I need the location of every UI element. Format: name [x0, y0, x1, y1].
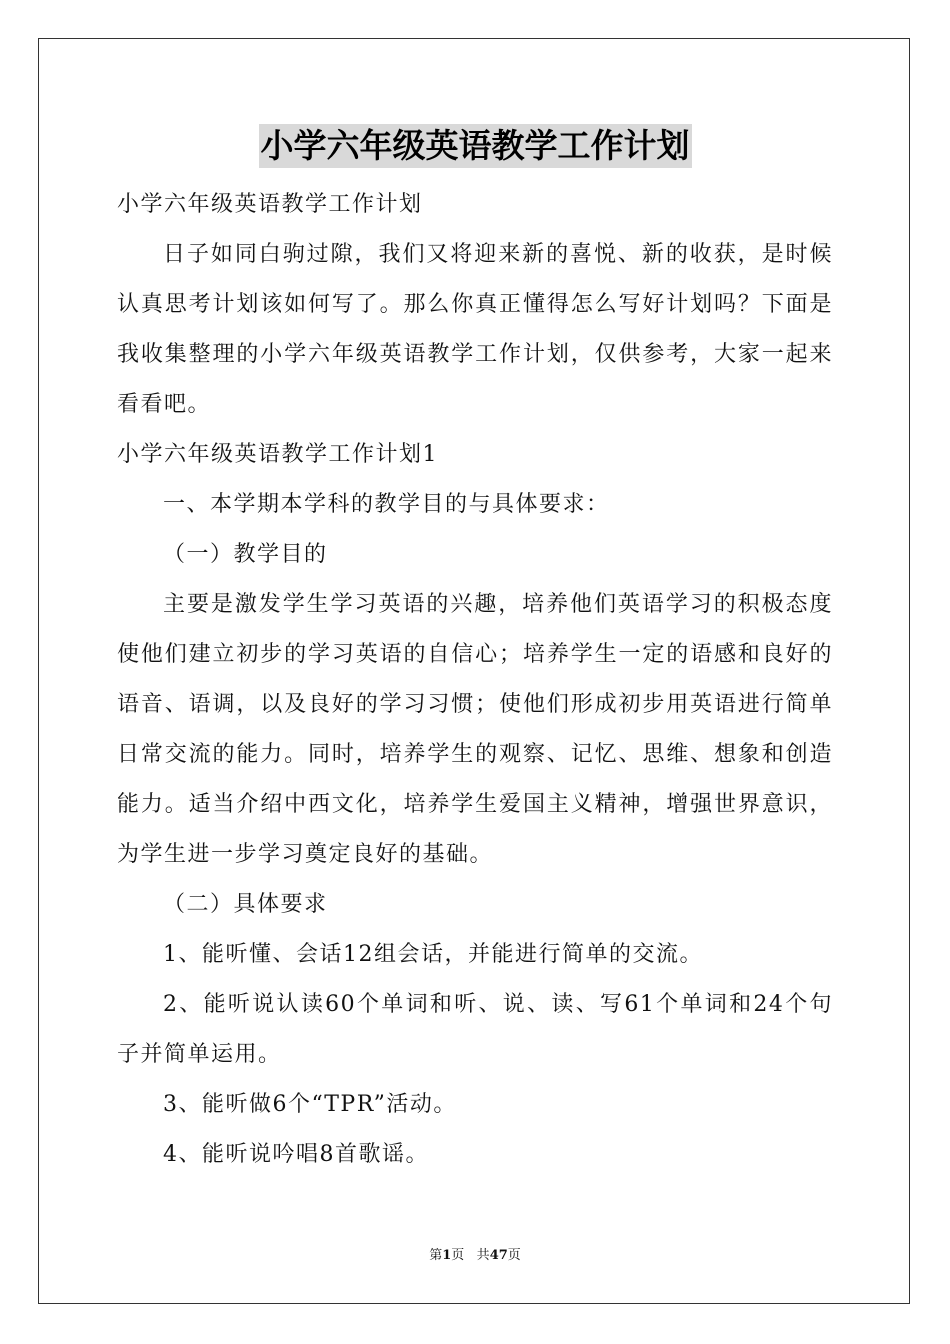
paragraph: 日子如同白驹过隙，我们又将迎来新的喜悦、新的收获，是时候认真思考计划该如何写了。那么你真正懂得怎么写好计划吗？下面是我收集整理的小学六年级英语教学工作计划，仅供参考，大家一起来看看吧。	[117, 242, 833, 417]
footer-prefix: 第	[429, 1248, 443, 1263]
list-item: 1、能听懂、会话12组会话，并能进行简单的交流。	[163, 942, 703, 967]
section-heading: 小学六年级英语教学工作计划1	[117, 442, 438, 467]
total-suffix: 页	[507, 1248, 521, 1263]
title-container	[0, 124, 950, 168]
total-prefix: 共	[476, 1248, 490, 1263]
total-pages: 47	[489, 1248, 508, 1263]
document-title: 小学六年级英语教学工作计划	[259, 124, 692, 168]
list-item: 3、能听做6个“TPR”活动。	[163, 1092, 457, 1117]
page-suffix: 页	[451, 1248, 465, 1263]
paragraph: 主要是激发学生学习英语的兴趣，培养他们英语学习的积极态度使他们建立初步的学习英语的自信心；培养学生一定的语感和良好的语音、语调，以及良好的学习习惯；使他们形成初步用英语进行简单日常交流的能力。同时，培养学生的观察、记忆、思维、想象和创造能力。适当介绍中西文化，培养学生爱国主义精神，增强世界意识，为学生进一步学习奠定良好的基础。	[117, 592, 833, 867]
page-footer	[0, 1246, 950, 1266]
paragraph: 一、本学期本学科的教学目的与具体要求：	[163, 492, 610, 517]
list-item: 2、能听说认读60个单词和听、说、读、写61个单词和24个句子并简单运用。	[117, 992, 833, 1067]
document-body	[117, 180, 833, 1180]
subheading: （一）教学目的	[163, 542, 328, 567]
subheading: （二）具体要求	[163, 892, 328, 917]
list-item: 4、能听说吟唱8首歌谣。	[163, 1142, 429, 1167]
page-number: 1	[442, 1248, 452, 1263]
paragraph: 小学六年级英语教学工作计划	[117, 192, 423, 217]
